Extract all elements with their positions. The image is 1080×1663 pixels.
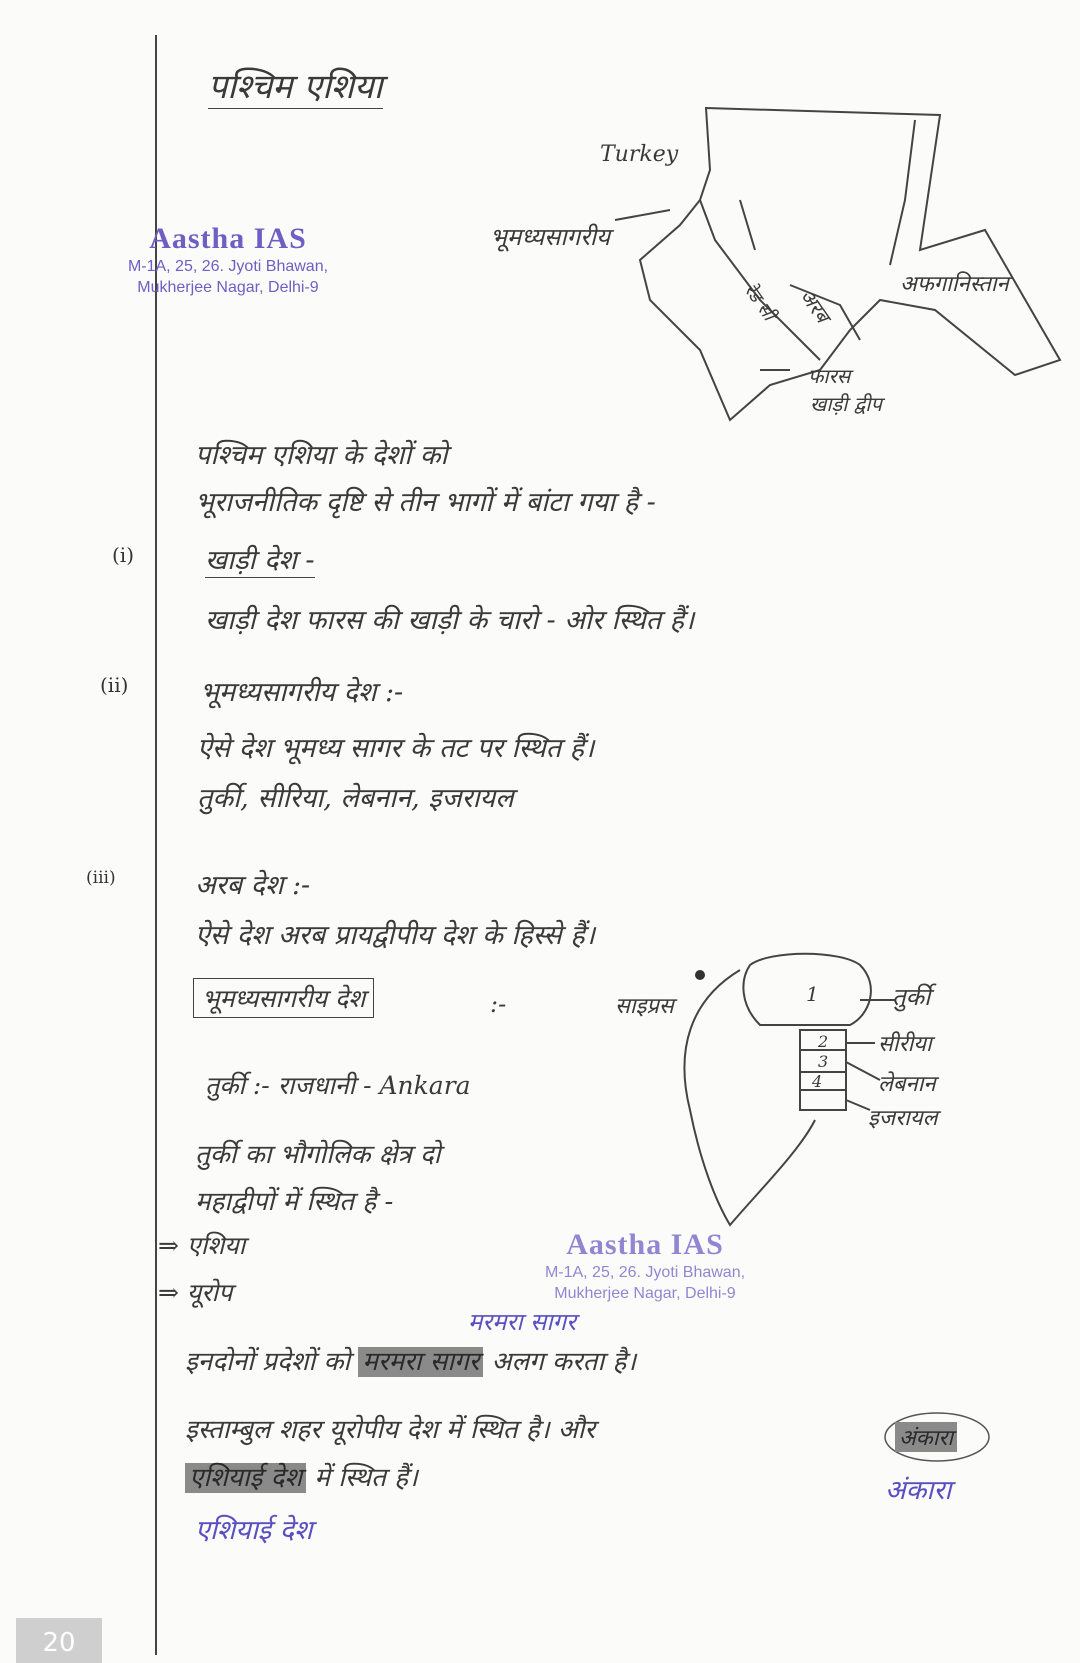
institute-stamp-2	[510, 1228, 780, 1304]
turkey-capital: तुर्की :- राजधानी - Ankara	[205, 1071, 471, 1100]
map2-label-turkey: तुर्की	[892, 983, 931, 1011]
map2-label-lebanon: लेबनान	[878, 1072, 936, 1097]
stamp-address-2: Mukherjee Nagar, Delhi-9	[137, 279, 319, 296]
section-3-number: (iii)	[86, 868, 116, 888]
section-1-title: खाड़ी देश -	[205, 540, 315, 578]
divide-post: अलग करता है।	[491, 1347, 637, 1377]
istanbul-line: इस्ताम्बुल शहर यूरोपीय देश में स्थित है। और	[185, 1415, 596, 1445]
continent-asia: ⇒ एशिया	[158, 1231, 246, 1260]
map2-box-4: 4	[812, 1072, 823, 1091]
section-3-title: अरब देश :-	[195, 870, 311, 901]
stamp-address-1: M-1A, 25, 26. Jyoti Bhawan,	[127, 258, 329, 275]
stamp-2-address-2: Mukherjee Nagar, Delhi-9	[554, 1285, 736, 1302]
section-2-title: भूमध्यसागरीय देश :-	[200, 677, 404, 708]
intro-line-1: पश्चिम एशिया के देशों को	[195, 440, 448, 471]
asian-line	[185, 1458, 418, 1494]
section-2-line-2: तुर्की, सीरिया, लेबनान, इजरायल	[197, 783, 514, 814]
marmara-highlight: मरमरा सागर	[358, 1347, 483, 1377]
map2-box-2: 2	[818, 1032, 829, 1051]
continent-europe: ⇒ यूरोप	[158, 1278, 233, 1307]
map1-label-afghanistan: अफगानिस्तान	[900, 272, 1009, 297]
asian-highlight: एशियाई देश	[185, 1463, 306, 1493]
stamp-2-name: Aastha IAS	[566, 1228, 724, 1261]
map2-label-cyprus: साइप्रस	[615, 994, 674, 1019]
map1-label-persian-gulf: फारस	[808, 364, 851, 388]
ankara-highlight: अंकारा	[895, 1422, 957, 1452]
turkey-line-2: महाद्वीपों में स्थित है -	[195, 1187, 394, 1217]
section-1-line: खाड़ी देश फारस की खाड़ी के चारो - ओर स्थित हैं।	[205, 605, 695, 636]
marmara-correction: मरमरा सागर	[468, 1308, 576, 1336]
ankara-correction: अंकारा	[885, 1475, 952, 1506]
map1-label-gulf-island: खाड़ी द्वीप	[810, 392, 882, 416]
mediterranean-heading-box	[193, 978, 374, 1018]
divide-line	[185, 1342, 636, 1378]
asian-correction: एशियाई देश	[195, 1515, 313, 1546]
divide-pre: इनदोनों प्रदेशों को	[185, 1347, 351, 1377]
map1-label-turkey: Turkey	[600, 142, 679, 167]
section-2-number: (ii)	[100, 673, 129, 697]
map2-box-3: 3	[818, 1052, 829, 1071]
page-number: 20	[16, 1618, 102, 1663]
stamp-name: Aastha IAS	[149, 222, 307, 255]
section-2-line-1: ऐसे देश भूमध्य सागर के तट पर स्थित हैं।	[197, 733, 595, 764]
map2-box-1: 1	[806, 982, 819, 1006]
intro-line-2: भूराजनीतिक दृष्टि से तीन भागों में बांटा गया है -	[195, 487, 656, 518]
mediterranean-heading-suffix: :-	[490, 990, 507, 1018]
map2-label-syria: सीरीया	[878, 1032, 932, 1057]
page-title: पश्चिम एशिया	[208, 62, 383, 109]
section-3-line: ऐसे देश अरब प्रायद्वीपीय देश के हिस्से हैं।	[195, 920, 595, 951]
turkey-line-1: तुर्की का भौगोलिक क्षेत्र दो	[195, 1140, 441, 1170]
map1-label-red-sea: रेड सी	[739, 280, 780, 325]
map1-label-arab: अरब	[795, 284, 835, 327]
map1-label-mediterranean: भूमध्यसागरीय	[490, 223, 611, 251]
section-1-number: (i)	[112, 543, 135, 567]
mediterranean-heading: भूमध्यसागरीय देश	[202, 984, 366, 1013]
stamp-2-address-1: M-1A, 25, 26. Jyoti Bhawan,	[544, 1264, 746, 1281]
map2-label-israel: इजरायल	[868, 1106, 938, 1131]
asian-post: में स्थित हैं।	[314, 1463, 418, 1493]
